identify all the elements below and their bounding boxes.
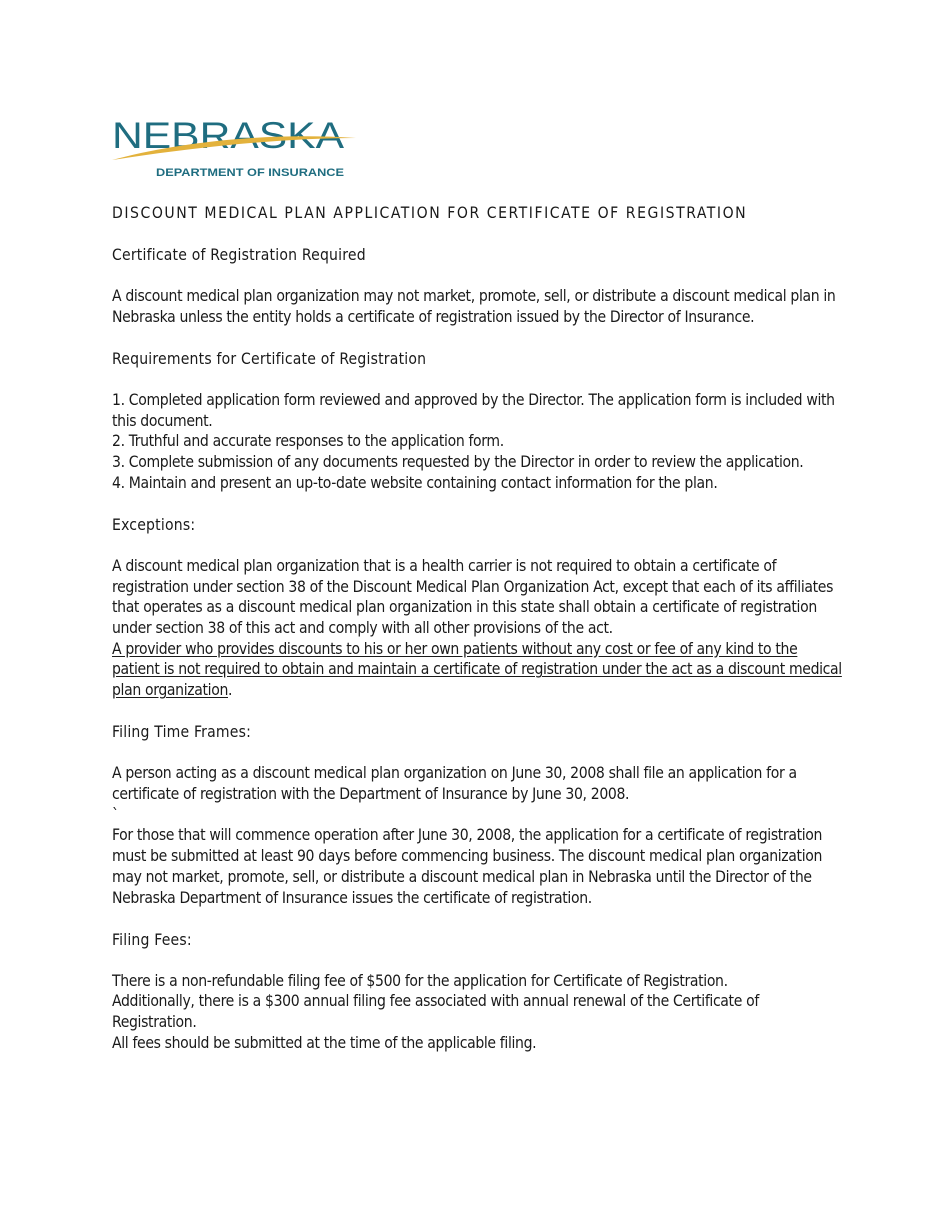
stray-mark: `: [112, 805, 119, 824]
exceptions-body: A discount medical plan organization that is a health carrier is not required to obtain a certificate of registration under section 38 of the Discount Medical Plan Organization Act, except that each of its affiliates that operates as a discount medical plan organization in this state shall obtain a certificate of registration under section 38 of this act and comply with all other provisions of the act.: [112, 556, 834, 638]
heading-filing-time-frames: Filing Time Frames:: [112, 723, 252, 742]
document-title: DISCOUNT MEDICAL PLAN APPLICATION FOR CERTIFICATE OF REGISTRATION: [112, 204, 748, 222]
paragraph-registration-required: A discount medical plan organization may not market, promote, sell, or distribute a discount medical plan in Nebraska unless the entity holds a certificate of registration issued by the Director of Insurance.: [112, 287, 836, 326]
logo-wordmark: NEBRASKA: [112, 115, 345, 156]
timeframes-paragraph: [112, 763, 847, 908]
logo-department: DEPARTMENT OF INSURANCE: [156, 167, 344, 179]
fees-line: Additionally, there is a $300 annual filing fee associated with annual renewal of the Certificate of Registration.: [112, 992, 759, 1032]
timeframes-body-1: A person acting as a discount medical plan organization on June 30, 2008 shall file an application for a certificate of registration with the Department of Insurance by June 30, 2008.: [112, 764, 797, 804]
heading-registration-required: Certificate of Registration Required: [112, 246, 366, 264]
fees-paragraph: [112, 971, 847, 1054]
nebraska-doi-logo: [110, 114, 360, 180]
fees-line: All fees should be submitted at the time of the applicable filing.: [112, 1033, 537, 1052]
exceptions-period: .: [228, 681, 233, 700]
requirements-list: [112, 390, 847, 494]
exceptions-underlined-text: A provider who provides discounts to his or her own patients without any cost or fee of any kind to the patient is not required to obtain and maintain a certificate of registration under the act as a discount medical plan organization: [112, 639, 842, 700]
fees-line: There is a non-refundable filing fee of $500 for the application for Certificate of Registration.: [112, 971, 728, 990]
heading-requirements: Requirements for Certificate of Registration: [112, 349, 427, 368]
exceptions-paragraph: [112, 556, 847, 701]
requirement-item: 4. Maintain and present an up-to-date website containing contact information for the plan.: [112, 473, 718, 492]
requirement-item: 3. Complete submission of any documents requested by the Director in order to review the application.: [112, 453, 804, 472]
requirement-item: 1. Completed application form reviewed and approved by the Director. The application form is included with this document.: [112, 390, 835, 430]
heading-filing-fees: Filing Fees:: [112, 930, 192, 949]
exceptions-provider-note: [112, 640, 842, 699]
heading-exceptions: Exceptions:: [112, 515, 196, 534]
timeframes-body-2: For those that will commence operation after June 30, 2008, the application for a certificate of registration must be submitted at least 90 days before commencing business. The discount medical plan organization may not market, promote, sell, or distribute a discount medical plan in Nebraska until the Director of the Nebraska Department of Insurance issues the certificate of registration.: [112, 826, 823, 907]
document-body: [112, 202, 847, 1074]
requirement-item: 2. Truthful and accurate responses to the application form.: [112, 432, 504, 451]
